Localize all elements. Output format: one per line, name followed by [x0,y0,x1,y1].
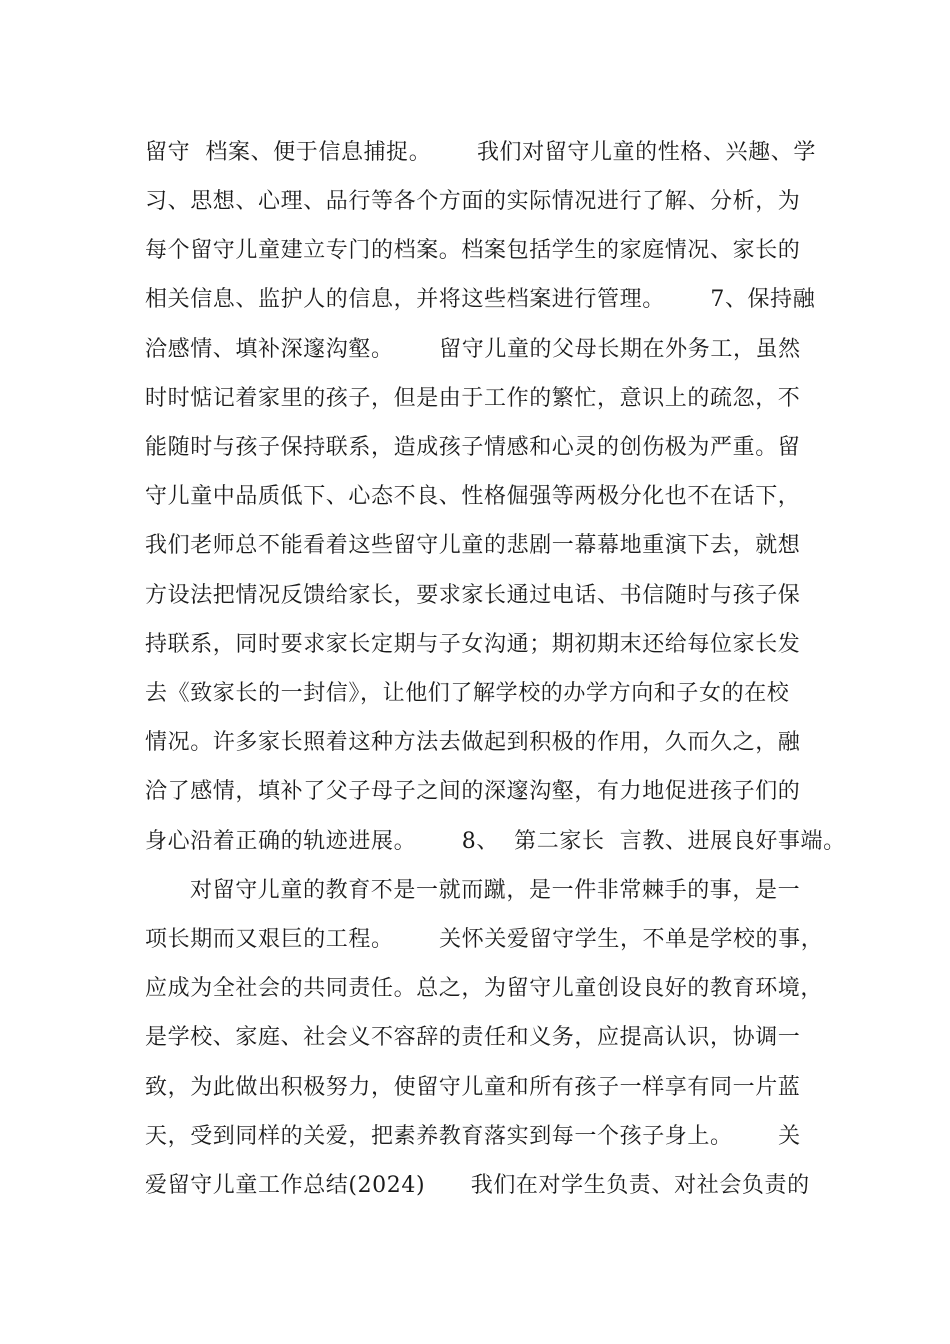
text-line-13: 情况。许多家长照着这种方法去做起到积极的作用，久而久之，融 [145,730,801,755]
text-line-8: 守儿童中品质低下、心态不良、性格倔强等两极分化也不在话下， [145,484,801,509]
text-line-9: 我们老师总不能看着这些留守儿童的悲剧一幕幕地重演下去，就想 [145,533,801,558]
text-line-20: 致，为此做出积极努力，使留守儿童和所有孩子一样享有同一片蓝 [145,1075,801,1100]
text-line-5: 洽感情、填补深邃沟壑。 留守儿童的父母长期在外务工，虽然 [145,337,801,362]
text-line-3: 每个留守儿童建立专门的档案。档案包括学生的家庭情况、家长的 [145,238,801,263]
text-line-19: 是学校、家庭、社会义不容辞的责任和义务，应提高认识，协调一 [145,1025,801,1050]
text-line-18: 应成为全社会的共同责任。总之，为留守儿童创设良好的教育环境， [145,976,824,1001]
text-line-4: 相关信息、监护人的信息，并将这些档案进行管理。 7、保持融 [145,287,816,312]
text-line-16: 对留守儿童的教育不是一就而蹴，是一件非常棘手的事，是一 [190,878,801,903]
text-line-1: 留守 档案、便于信息捕捉。 我们对留守儿童的性格、兴趣、学 [145,140,816,165]
text-line-10: 方设法把情况反馈给家长，要求家长通过电话、书信随时与孩子保 [145,583,801,608]
text-line-14: 洽了感情，填补了父子母子之间的深邃沟壑，有力地促进孩子们的 [145,779,801,804]
text-line-17: 项长期而又艰巨的工程。 关怀关爱留守学生，不单是学校的事， [145,927,824,952]
text-line-15: 身心沿着正确的轨迹进展。 8、 第二家长 言教、进展良好事端。 [145,829,846,854]
text-line-12: 去《致家长的一封信》，让他们了解学校的办学方向和子女的在校 [145,681,790,706]
text-line-21: 天，受到同样的关爱，把素养教育落实到每一个孩子身上。 关 [145,1124,801,1149]
text-line-7: 能随时与孩子保持联系，造成孩子情感和心灵的创伤极为严重。留 [145,435,801,460]
text-line-11: 持联系，同时要求家长定期与子女沟通；期初期末还给每位家长发 [145,632,801,657]
text-line-6: 时时惦记着家里的孩子，但是由于工作的繁忙，意识上的疏忽，不 [145,386,801,411]
text-line-22: 爱留守儿童工作总结(2024) 我们在对学生负责、对社会负责的 [145,1173,810,1198]
text-line-2: 习、思想、心理、品行等各个方面的实际情况进行了解、分析，为 [145,189,801,214]
